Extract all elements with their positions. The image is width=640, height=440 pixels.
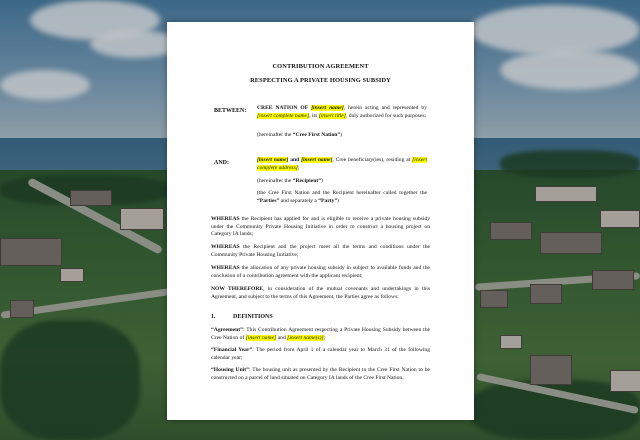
defined-term: “Cree First Nation” xyxy=(292,132,341,138)
clause-text: , herein acting and represented by xyxy=(343,105,428,111)
between-hereafter xyxy=(257,132,427,140)
clause-text: , duly authorized for such purposes; xyxy=(345,112,427,119)
clause-text: , its xyxy=(309,112,318,119)
defined-term: “Housing Unit” xyxy=(211,367,249,373)
clause-text: , Cree beneficiary(ies), residing at xyxy=(332,157,411,163)
document-subtitle: RESPECTING A PRIVATE HOUSING SUBSIDY xyxy=(250,77,391,84)
clause-text: ) xyxy=(337,197,340,204)
clause-text: the allocation of any private housing subsidy in subject to available funds and the conclusion of a contribution agreement with the applicant recipient; xyxy=(211,265,430,279)
and-party-block xyxy=(257,157,427,172)
definition-agreement xyxy=(211,327,430,342)
party-name: CREE NATION OF xyxy=(257,105,309,111)
clause-keyword: WHEREAS xyxy=(211,265,240,271)
section-title: DEFINITIONS xyxy=(233,314,273,320)
placeholder-name: [insert name] xyxy=(301,157,333,163)
clause-text: and xyxy=(276,334,288,341)
and-label: AND: xyxy=(214,160,229,166)
section-heading xyxy=(211,314,273,320)
defined-term: “Recipient” xyxy=(292,178,321,184)
placeholder-name: [insert name] xyxy=(245,334,277,341)
clause-text: , in consideration of the mutual covenants and undertakings in this Agreement, and subject to the terms of this Agreement, the Parties agree as follows: xyxy=(211,286,430,300)
placeholder-complete-name: [insert complete name] xyxy=(257,112,310,119)
whereas-clause-3 xyxy=(211,265,430,280)
placeholder-name: [insert name] xyxy=(257,157,289,163)
now-therefore-clause xyxy=(211,286,430,301)
clause-keyword: WHEREAS xyxy=(211,216,240,222)
clause-text: the Recipient has applied for and is eligible to receive a private housing subsidy under the Community Private Housing Initiative in order to construct a housing project on Category IA lands; xyxy=(211,216,430,238)
clause-text: ; xyxy=(323,334,326,341)
whereas-clause-2 xyxy=(211,244,430,259)
clause-text: (hereinafter the xyxy=(257,132,293,138)
clause-keyword: NOW THEREFORE xyxy=(211,286,264,292)
clause-text: : The housing unit as presented by the Recipient to the Cree First Nation to be constructed on a parcel of land situated on Category IA lands of the Cree First Nation, xyxy=(211,367,430,381)
clause-text: (the Cree First Nation and the Recipient hereinafter called together the xyxy=(257,190,427,196)
defined-term: “Parties” xyxy=(257,197,280,204)
clause-text: ) xyxy=(340,132,343,138)
clause-text: : The period from April 1 of a calendar year to March 31 of the following calendar year; xyxy=(211,347,431,361)
clause-text: : This Contribution Agreement respecting a Private Housing Subsidy between the Cree Nation of xyxy=(211,327,430,341)
placeholder-title: [insert title] xyxy=(318,112,346,119)
between-party-block xyxy=(257,105,427,120)
document-page xyxy=(167,22,474,420)
parties-definition xyxy=(257,190,427,205)
placeholder-address: [insert complete address] xyxy=(257,157,428,171)
document-title: CONTRIBUTION AGREEMENT xyxy=(272,63,369,70)
section-number: 1. xyxy=(211,314,216,320)
clause-text: and xyxy=(290,157,300,163)
defined-term: “Agreement” xyxy=(211,327,243,333)
clause-text: (hereinafter the xyxy=(257,178,293,184)
clause-text: the Recipient and the project meet all the terms and conditions under the Community Private Housing Initiative; xyxy=(211,244,430,258)
placeholder-name: [insert name] xyxy=(311,105,344,111)
and-hereafter xyxy=(257,178,427,186)
clause-keyword: WHEREAS xyxy=(211,244,240,250)
definition-financial-year xyxy=(211,347,430,362)
between-label: BETWEEN: xyxy=(214,108,247,114)
defined-term: “Party” xyxy=(318,197,338,204)
placeholder-names: [insert name(s)] xyxy=(287,334,324,341)
definition-housing-unit xyxy=(211,367,430,382)
clause-text: ; xyxy=(297,164,300,171)
whereas-clause-1 xyxy=(211,216,430,239)
clause-text: ) xyxy=(321,178,323,184)
clause-text: and separately a xyxy=(279,197,319,204)
defined-term: “Financial Year” xyxy=(211,347,253,353)
